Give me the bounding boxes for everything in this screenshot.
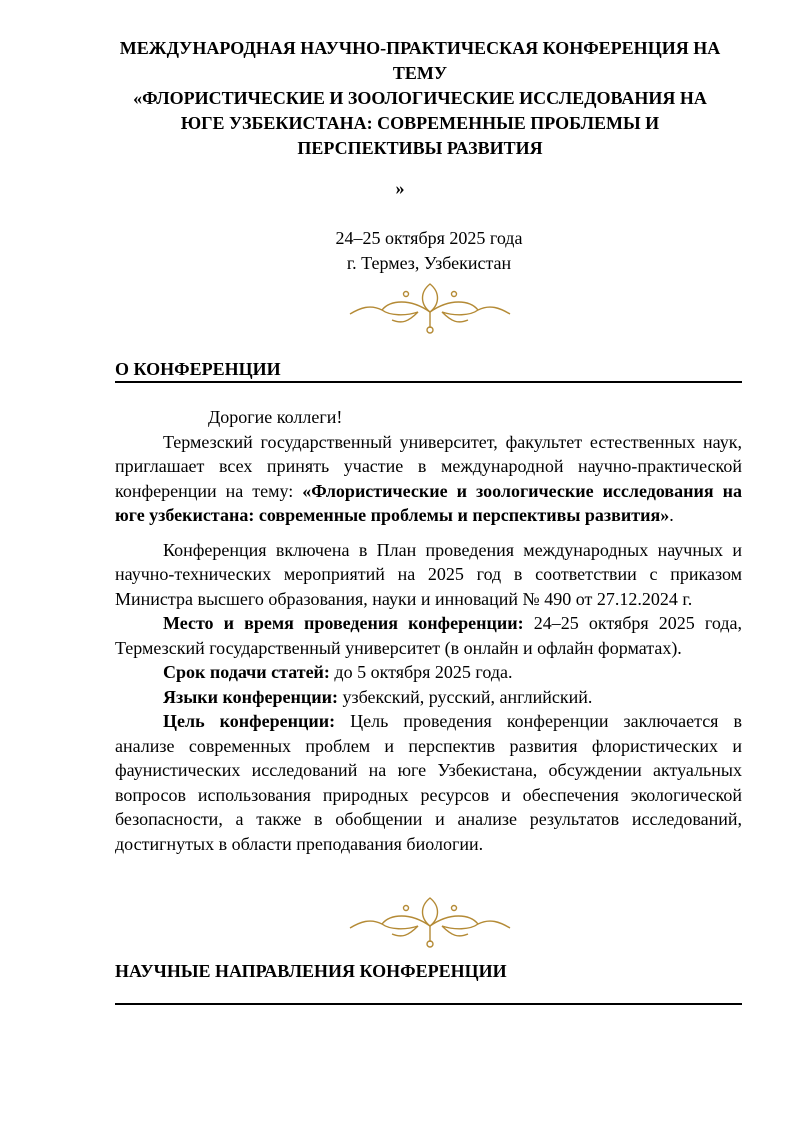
greeting: Дорогие коллеги!: [208, 407, 343, 427]
title-line-5: ПЕРСПЕКТИВЫ РАЗВИТИЯ: [297, 138, 543, 158]
ornament-divider-icon: [270, 278, 590, 338]
section-divider: [115, 381, 742, 383]
title-line-4: ЮГЕ УЗБЕКИСТАНА: СОВРЕМЕННЫЕ ПРОБЛЕМЫ И: [180, 113, 660, 133]
ornament-divider-icon: [270, 892, 590, 952]
languages-paragraph: Языки конференции: узбекский, русский, английский.: [163, 686, 593, 707]
plan-paragraph: Конференция включена в План проведения международных научных и научно-технических мероприятий на 2025 год в соответствии с приказом Министра высшего образования, науки и инноваций № 490 от 27.12.2024 г.: [115, 539, 742, 609]
title-line-2: ТЕМУ: [392, 63, 448, 83]
title-line-1: МЕЖДУНАРОДНАЯ НАУЧНО-ПРАКТИЧЕСКАЯ КОНФЕРЕНЦИЯ НА: [119, 38, 721, 58]
intro-paragraph: Термезский государственный университет, факультет естественных наук, приглашает всех принять участие в международной научно-практической конференции на тему: «Флористические и зоологические исследования на юге узбекистана: современные проблемы и перспективы развития».: [115, 431, 742, 525]
title-line-3: «ФЛОРИСТИЧЕСКИЕ И ЗООЛОГИЧЕСКИЕ ИССЛЕДОВАНИЯ НА: [133, 88, 707, 108]
date-location-block: [0, 226, 800, 276]
deadline-paragraph: Срок подачи статей: до 5 октября 2025 года.: [163, 662, 513, 682]
section-divider: [115, 1003, 742, 1005]
conference-title: [90, 36, 750, 161]
goal-paragraph: Цель конференции: Цель проведения конференции заключается в анализе современных проблем и перспектив развития флористических и фаунистических исследований на юге Узбекистана, обсуждении актуальных вопросов использования природных ресурсов и обеспечения экологической безопасности, а также в обобщении и анализе результатов исследований, достигнутых в области преподавания биологии.: [115, 711, 742, 854]
directions-heading: НАУЧНЫЕ НАПРАВЛЕНИЯ КОНФЕРЕНЦИИ: [115, 961, 507, 981]
conference-location: г. Термез, Узбекистан: [346, 253, 512, 273]
about-heading: О КОНФЕРЕНЦИИ: [115, 359, 281, 379]
venue-paragraph: Место и время проведения конференции: 24–25 октября 2025 года, Термезский государственный университет (в онлайн и офлайн форматах).: [115, 613, 742, 658]
title-closing-quote: »: [395, 178, 405, 198]
about-body: [115, 405, 742, 856]
conference-theme: «Флористические и зоологические исследования на юге узбекистана: современные проблемы и перспективы развития»: [115, 480, 742, 525]
conference-dates: 24–25 октября 2025 года: [335, 228, 523, 248]
